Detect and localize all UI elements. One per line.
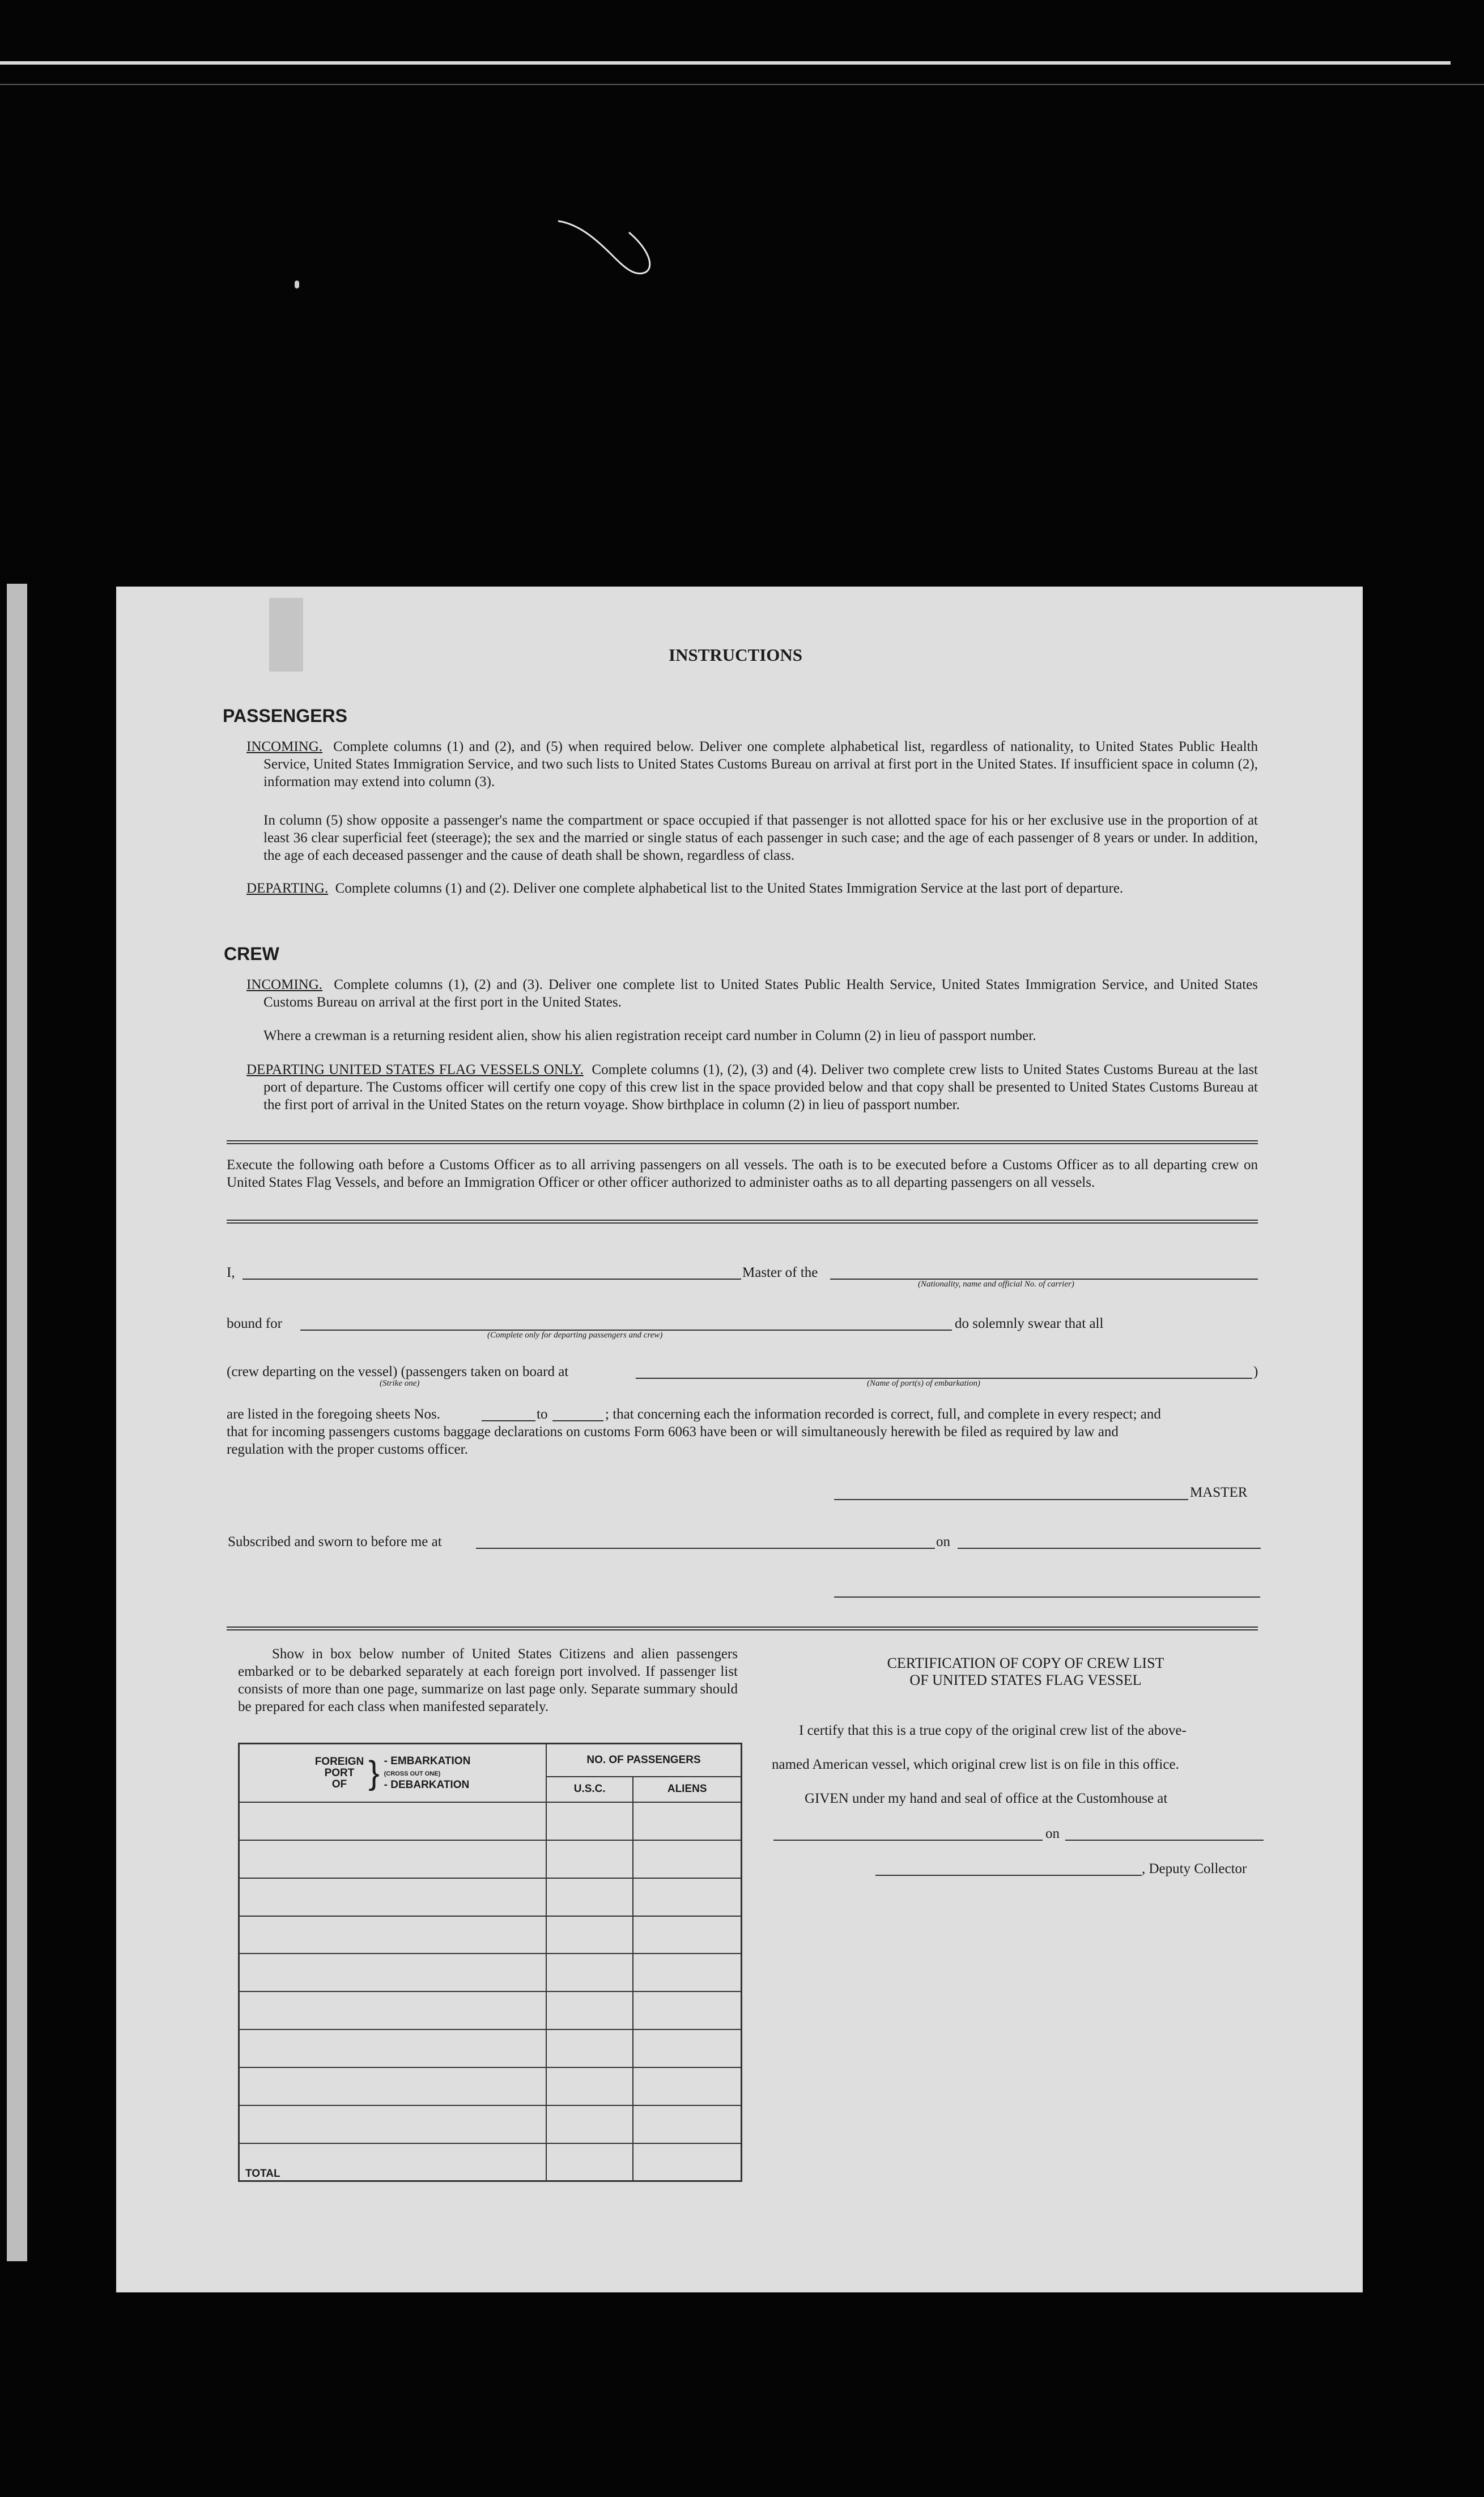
table-cell[interactable] [546, 2067, 633, 2105]
crew-incoming-text: Complete columns (1), (2) and (3). Deliver one complete list to United States Public Health Service, United States Immigration Service, and United States Customs Bureau on arrival at the first port in the United States. [263, 977, 1258, 1010]
port-header [239, 1744, 547, 1803]
oath-listed-rest-2: that for incoming passengers customs baggage declarations on customs Form 6063 have been or will simultaneously herewith be filed as required by law and [227, 1424, 1119, 1439]
no-passengers-header: NO. OF PASSENGERS [546, 1744, 742, 1777]
crew-departing-text: Complete columns (1), (2), (3) and (4). Deliver two complete crew lists to United States Customs Bureau at the last port of departure. The Customs officer will certify one copy of this crew list in the space provided below and that copy shall be presented to United States Customs Bureau at the first port of arrival in the United States on the return voyage. Show birthplace in column (2) in lieu of passport number. [263, 1062, 1258, 1112]
passengers-incoming-text: Complete columns (1) and (2), and (5) when required below. Deliver one complete alphabetical list, regardless of nationality, to United States Public Health Service, United States Immigration Service, and two such lists to United States Customs Bureau on arrival at first port in the United States. If insufficient space in column (2), information may extend into column (3). [263, 739, 1258, 789]
table-cell[interactable] [239, 1878, 547, 1916]
certification-heading [793, 1655, 1258, 1689]
crew-incoming [246, 976, 1258, 1011]
oath-listed-rest-3: regulation with the proper customs officer. [227, 1442, 468, 1457]
table-cell[interactable] [633, 2029, 741, 2067]
table-cell[interactable] [239, 2067, 547, 2105]
embarkation-label: - EMBARKATION [384, 1755, 471, 1767]
table-cell[interactable] [239, 1991, 547, 2029]
table-cell[interactable] [546, 2105, 633, 2143]
divider-2 [227, 1220, 1258, 1224]
total-aliens-cell[interactable] [633, 2143, 741, 2181]
crew-departing [246, 1061, 1258, 1114]
sheet-from-field[interactable] [482, 1420, 535, 1421]
passengers-departing [246, 880, 1258, 897]
ports-note: (Name of port(s) of embarkation) [867, 1379, 980, 1388]
sheet-to-field[interactable] [552, 1420, 603, 1421]
divider-3 [227, 1627, 1258, 1630]
debarkation-label: - DEBARKATION [384, 1779, 470, 1791]
divider-1 [227, 1140, 1258, 1144]
officer-signature-field[interactable] [834, 1596, 1260, 1598]
subscribed-date-field[interactable] [958, 1548, 1261, 1549]
certification-on-label: on [1045, 1826, 1060, 1841]
total-label: TOTAL [239, 2143, 547, 2181]
table-cell[interactable] [546, 1991, 633, 2029]
port-label: PORT [324, 1767, 355, 1779]
subscribed-label: Subscribed and sworn to before me at [228, 1534, 442, 1549]
deputy-signature-field[interactable] [875, 1875, 1142, 1876]
master-signature-field[interactable] [834, 1499, 1188, 1500]
summary-instructions: Show in box below number of United States Citizens and alien passengers embarked or to be debarked separately at each foreign port involved. If passenger list consists of more than one page, summarize on last page only. Separate summary should be prepared for each class when manifested separately. [238, 1646, 738, 1714]
oath-bound-for: bound for [227, 1316, 282, 1331]
master-label: MASTER [1190, 1485, 1248, 1500]
foreign-label: FOREIGN [314, 1756, 364, 1768]
deputy-collector-label: , Deputy Collector [1142, 1861, 1247, 1876]
aliens-header: ALIENS [633, 1777, 741, 1802]
complete-only-note: (Complete only for departing passengers and crew) [487, 1331, 663, 1340]
table-cell[interactable] [546, 1916, 633, 1954]
table-cell[interactable] [633, 2067, 741, 2105]
table-cell[interactable] [546, 1954, 633, 1991]
crew-heading: CREW [224, 944, 279, 964]
subscribed-place-field[interactable] [476, 1548, 935, 1549]
table-cell[interactable] [633, 1991, 741, 2029]
oath-crew-departing: (crew departing on the vessel) (passengers taken on board at [227, 1364, 569, 1379]
customhouse-field[interactable] [773, 1840, 1043, 1841]
table-cell[interactable] [633, 1916, 741, 1954]
table-cell[interactable] [239, 1840, 547, 1878]
table-cell[interactable] [239, 1916, 547, 1954]
film-edge-left [7, 584, 27, 2261]
certification-heading-2: OF UNITED STATES FLAG VESSEL [909, 1672, 1142, 1688]
master-name-field[interactable] [243, 1279, 741, 1280]
close-paren: ) [1253, 1364, 1258, 1379]
table-cell[interactable] [546, 1802, 633, 1840]
passengers-departing-text: Complete columns (1) and (2). Deliver one complete alphabetical list to the United States Immigration Service at the last port of departure. [335, 881, 1124, 896]
table-cell[interactable] [239, 2029, 547, 2067]
oath-master-of: Master of the [742, 1265, 818, 1280]
certification-heading-1: CERTIFICATION OF COPY OF CREW LIST [887, 1655, 1164, 1671]
table-cell[interactable] [546, 2029, 633, 2067]
oath-solemnly-swear: do solemnly swear that all [955, 1316, 1104, 1331]
total-usc-cell[interactable] [546, 2143, 633, 2181]
pen-mark [555, 210, 657, 283]
table-cell[interactable] [546, 1840, 633, 1878]
oath-to: to [537, 1407, 548, 1422]
table-cell[interactable] [633, 2105, 741, 2143]
oath-i-label: I, [227, 1265, 235, 1280]
certification-line-2: named American vessel, which original crew list is on file in this office. [772, 1757, 1179, 1772]
cross-out-label: (CROSS OUT ONE) [384, 1770, 441, 1777]
oath-listed-nos: are listed in the foregoing sheets Nos. [227, 1407, 440, 1422]
nationality-note: (Nationality, name and official No. of carrier) [918, 1280, 1074, 1289]
film-edge-top [0, 61, 1451, 65]
table-cell[interactable] [633, 1840, 741, 1878]
table-cell[interactable] [239, 2105, 547, 2143]
brace-mark: } [368, 1755, 380, 1791]
certification-line-3: GIVEN under my hand and seal of office at the Customhouse at [805, 1791, 1168, 1806]
crew-departing-label: DEPARTING UNITED STATES FLAG VESSELS ONLY. [246, 1062, 584, 1077]
crew-incoming-label: INCOMING. [246, 977, 323, 992]
table-cell[interactable] [239, 1954, 547, 1991]
usc-header: U.S.C. [546, 1777, 633, 1802]
certification-line-1: I certify that this is a true copy of the original crew list of the above- [799, 1723, 1187, 1738]
film-edge-line [0, 84, 1484, 85]
passengers-incoming-label: INCOMING. [246, 739, 323, 754]
strike-one-note: (Strike one) [380, 1379, 420, 1388]
passengers-incoming [246, 738, 1258, 791]
table-cell[interactable] [239, 1802, 547, 1840]
table-cell[interactable] [633, 1802, 741, 1840]
table-cell[interactable] [633, 1878, 741, 1916]
passengers-departing-label: DEPARTING. [246, 881, 329, 896]
subscribed-on-label: on [936, 1534, 950, 1549]
passengers-heading: PASSENGERS [223, 706, 347, 726]
oath-listed-rest-1: ; that concerning each the information recorded is correct, full, and complete in every respect; and [605, 1407, 1161, 1422]
film-speck [295, 281, 299, 288]
certification-date-field[interactable] [1065, 1840, 1264, 1841]
passenger-summary-table [238, 1743, 742, 2182]
oath-intro: Execute the following oath before a Customs Officer as to all arriving passengers on all vessels. The oath is to be executed before a Customs Officer as to all departing crew on United States Flag Vessels, and before an Immigration Officer or other officer authorized to administer oaths as to all departing passengers on all vessels. [227, 1157, 1258, 1190]
table-cell[interactable] [546, 1878, 633, 1916]
of-label: OF [331, 1778, 347, 1790]
crew-resident: Where a crewman is a returning resident alien, show his alien registration receipt card number in Column (2) in lieu of passport number. [263, 1028, 1036, 1043]
table-cell[interactable] [633, 1954, 741, 1991]
page-title: INSTRUCTIONS [669, 645, 803, 665]
passengers-column5: In column (5) show opposite a passenger's name the compartment or space occupied if that passenger is not allotted space for his or her exclusive use in the proportion of at least 36 clear superficial feet (steerage); the sex and the married or single status of each passenger in such case; and the age of each passenger of 8 years or under. In addition, the age of each deceased passenger and the cause of death shall be shown, regardless of class. [263, 813, 1258, 863]
stamp-mark [269, 598, 303, 672]
